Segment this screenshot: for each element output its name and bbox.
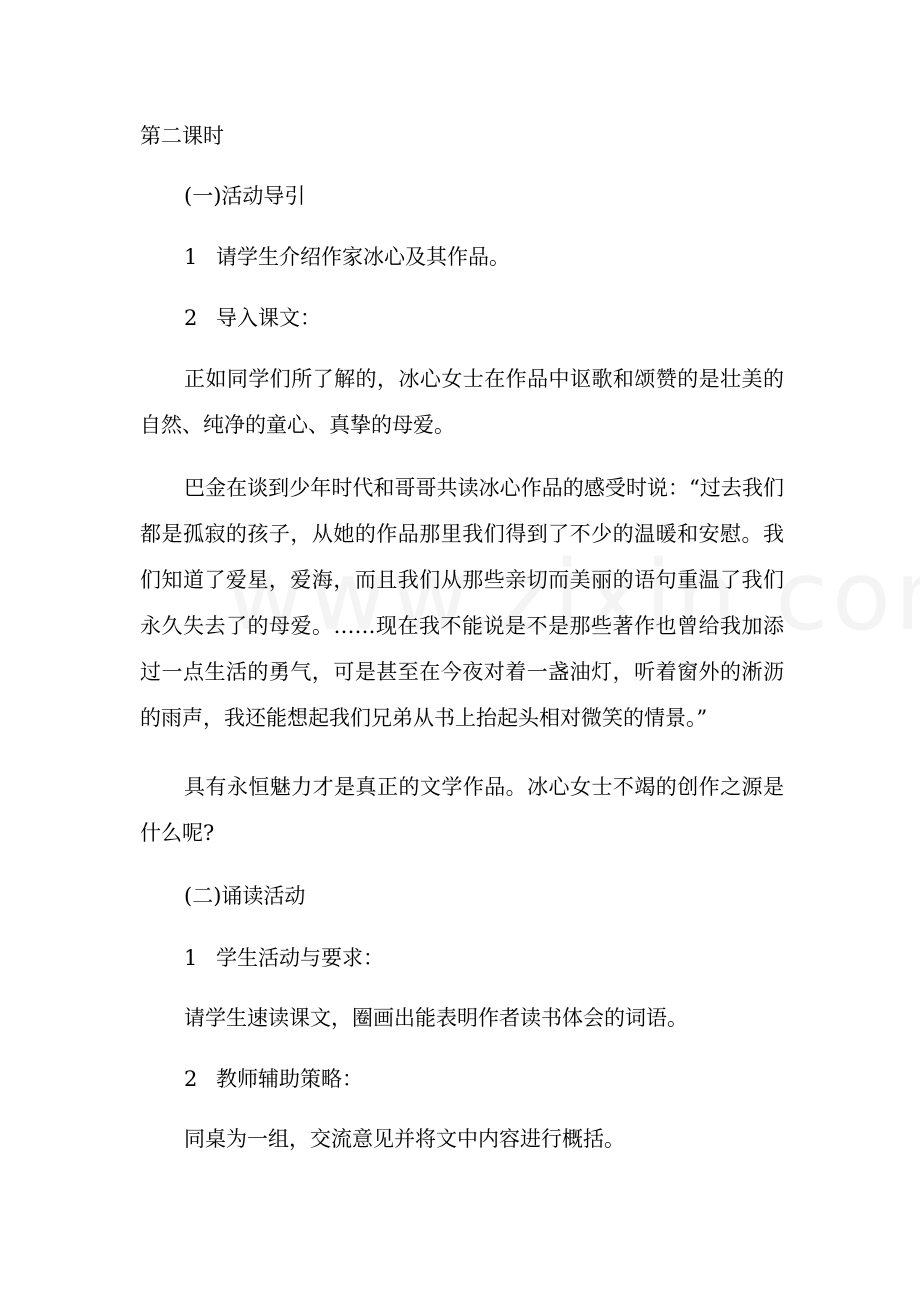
item-body: 同桌为一组，交流意见并将文中内容进行概括。 — [184, 1127, 625, 1151]
section-heading-guide: (一)活动导引 — [184, 184, 306, 208]
list-item — [184, 1069, 834, 1090]
list-item — [184, 948, 834, 969]
item-text: 请学生介绍作家冰心及其作品。 — [216, 245, 510, 269]
list-item — [184, 308, 834, 329]
paragraph: 正如同学们所了解的，冰心女士在作品中讴歌和颂赞的是壮美的自然、纯净的童心、真挚的母爱。 — [140, 367, 784, 437]
item-text: 教师辅助策略： — [216, 1067, 363, 1091]
paragraph: 巴金在谈到少年时代和哥哥共读冰心作品的感受时说：“过去我们都是孤寂的孩子，从她的作品那里我们得到了不少的温暖和安慰。我们知道了爱星，爱海，而且我们从那些亲切而美丽的语句重温了我们永久失去了的母爱。……现在我不能说是不是那些著作也曾给我加添过一点生活的勇气，可是甚至在今夜对着一盏油灯，听着窗外的淅沥的雨声，我还能想起我们兄弟从书上抬起头相对微笑的情景。” — [140, 476, 784, 730]
item-body: 请学生速读课文，圈画出能表明作者读书体会的词语。 — [184, 1006, 688, 1030]
item-number: 2 — [184, 306, 198, 330]
list-item — [184, 247, 834, 268]
item-number: 1 — [184, 946, 198, 970]
item-number: 1 — [184, 245, 198, 269]
paragraph: 具有永恒魅力才是真正的文学作品。冰心女士不竭的创作之源是什么呢? — [140, 775, 784, 845]
item-text: 导入课文： — [216, 306, 321, 330]
lesson-title: 第二课时 — [140, 124, 224, 148]
item-text: 学生活动与要求： — [216, 946, 384, 970]
item-number: 2 — [184, 1067, 198, 1091]
section-heading-recitation: (二)诵读活动 — [184, 884, 306, 908]
